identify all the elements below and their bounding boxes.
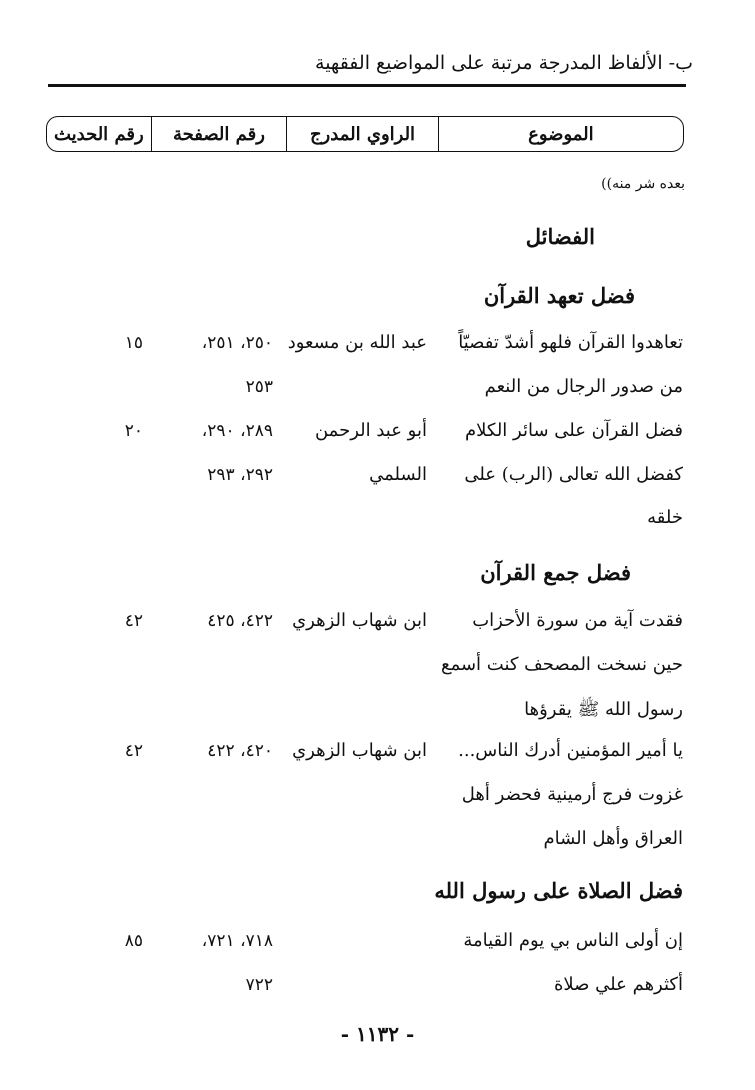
entry-text: فضل القرآن على سائر الكلام (465, 420, 683, 441)
entry-narrator: السلمي (369, 464, 427, 485)
section-title: فضل تعهد القرآن (483, 283, 635, 308)
section-title: فضل الصلاة على رسول الله (434, 878, 683, 903)
entry-narrator: أبو عبد الرحمن (314, 420, 427, 441)
entry-pages: ٧٢٢ (245, 975, 273, 995)
entry-pages: ٢٥٠، ٢٥١، (201, 333, 273, 353)
page-number: - ١١٣٢ - (340, 1022, 415, 1046)
section-title: فضل جمع القرآن (480, 560, 631, 585)
entry-text: العراق وأهل الشام (543, 828, 683, 849)
chapter-title: الفضائل (525, 224, 595, 249)
entry-narrator: ابن شهاب الزهري (292, 610, 427, 631)
entry-text: تعاهدوا القرآن فلهو أشدّ تفصيّاً (458, 332, 683, 353)
entry-narrator: عبد الله بن مسعود (287, 332, 427, 353)
entry-hadith-number: ١٥ (124, 333, 143, 353)
entry-text: كفضل الله تعالى (الرب) على (464, 464, 683, 485)
entry-pages: ٢٥٣ (245, 377, 273, 397)
entry-narrator: ابن شهاب الزهري (292, 740, 427, 761)
entry-text: فقدت آية من سورة الأحزاب (472, 610, 683, 631)
entry-hadith-number: ٤٢ (124, 741, 143, 761)
entry-pages: ٧١٨، ٧٢١، (201, 931, 273, 951)
entry-text: غزوت فرج أرمينية فحضر أهل (461, 784, 683, 805)
entry-hadith-number: ٤٢ (124, 611, 143, 631)
running-head: ب- الألفاظ المدرجة مرتبة على المواضيع الفقهية (315, 52, 693, 74)
header-rule (48, 84, 686, 87)
entry-pages: ٤٢٢، ٤٢٥ (207, 611, 273, 631)
entry-text: خلقه (647, 507, 683, 528)
header-topic: الموضوع (438, 117, 683, 151)
header-narrator: الراوي المدرج (286, 117, 438, 151)
entry-hadith-number: ٢٠ (124, 421, 143, 441)
entry-text: يا أمير المؤمنين أدرك الناس... (458, 740, 683, 761)
header-page-number: رقم الصفحة (151, 117, 287, 151)
entry-text: إن أولى الناس بي يوم القيامة (463, 930, 683, 951)
entry-pages: ٤٢٠، ٤٢٢ (207, 741, 273, 761)
entry-pages: ٢٨٩، ٢٩٠، (201, 421, 273, 441)
entry-text: أكثرهم علي صلاة (553, 974, 683, 995)
entry-text: من صدور الرجال من النعم (484, 376, 683, 397)
table-header (46, 116, 684, 152)
entry-text: حين نسخت المصحف كنت أسمع (440, 654, 683, 675)
continuation-text: بعده شر منه)) (601, 176, 685, 192)
header-hadith-number: رقم الحديث (53, 123, 144, 145)
entry-pages: ٢٩٢، ٢٩٣ (207, 465, 273, 485)
entry-hadith-number: ٨٥ (124, 931, 143, 951)
entry-text: رسول الله ﷺ يقرؤها (524, 699, 683, 720)
